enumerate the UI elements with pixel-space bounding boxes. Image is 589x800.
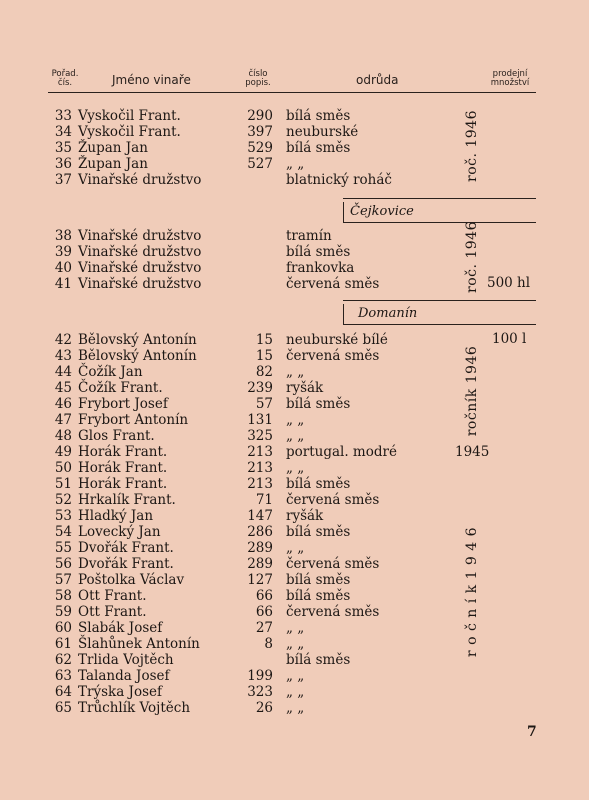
header-cislo-popis: číslo popis. <box>245 69 271 88</box>
grower-name: Frybort Antonín <box>78 412 189 428</box>
row-number: 39 <box>54 244 72 260</box>
year-label-roc-1946-a: roč. 1946 <box>464 110 480 182</box>
house-number: 325 <box>247 428 273 444</box>
row-number: 40 <box>54 260 72 276</box>
wine-variety: „ „ <box>286 460 305 476</box>
row-number: 65 <box>54 700 72 716</box>
table-row <box>0 380 589 396</box>
wine-variety: bílá směs <box>286 652 351 668</box>
house-number: 127 <box>247 572 273 588</box>
row-number: 47 <box>54 412 72 428</box>
table-row <box>0 260 589 276</box>
table-row <box>0 108 589 124</box>
house-number: 8 <box>264 636 273 652</box>
table-row <box>0 652 589 668</box>
house-number: 26 <box>255 700 273 716</box>
house-number: 286 <box>247 524 273 540</box>
wine-variety: neuburské <box>286 124 359 140</box>
section-label-cejkovice: Čejkovice <box>350 204 414 219</box>
row-number: 52 <box>54 492 72 508</box>
row-number: 55 <box>54 540 72 556</box>
grower-name: Vinařské družstvo <box>78 244 202 260</box>
wine-variety: červená směs <box>286 556 380 572</box>
header-poradi: Pořad. čís. <box>51 69 79 88</box>
wine-variety: frankovka <box>286 260 355 276</box>
grower-name: Šlahůnek Antonín <box>78 636 200 652</box>
row-number: 48 <box>54 428 72 444</box>
wine-variety: blatnický roháč <box>286 172 392 188</box>
year-label-roc-1946-b: roč. 1946 <box>464 221 480 293</box>
wine-variety: červená směs <box>286 276 380 292</box>
row-number: 38 <box>54 228 72 244</box>
wine-variety: bílá směs <box>286 244 351 260</box>
header-jmeno-vinare: Jméno vinaře <box>112 73 191 87</box>
table-row <box>0 700 589 716</box>
table-row <box>0 540 589 556</box>
row-number: 33 <box>54 108 72 124</box>
grower-name: Vinařské družstvo <box>78 276 202 292</box>
wine-variety: „ „ <box>286 428 305 444</box>
header-rule <box>48 92 536 93</box>
row-number: 62 <box>54 652 72 668</box>
row-number: 35 <box>54 140 72 156</box>
wine-variety: portugal. modré <box>286 444 397 460</box>
wine-variety: červená směs <box>286 492 380 508</box>
table-row <box>0 124 589 140</box>
house-number: 527 <box>247 156 273 172</box>
row-number: 36 <box>54 156 72 172</box>
house-number: 27 <box>255 620 273 636</box>
row-number: 56 <box>54 556 72 572</box>
row-number: 53 <box>54 508 72 524</box>
house-number: 147 <box>247 508 273 524</box>
house-number: 71 <box>255 492 273 508</box>
table-row <box>0 636 589 652</box>
house-number: 57 <box>255 396 273 412</box>
table-row <box>0 444 589 460</box>
header-odruda: odrůda <box>356 73 399 87</box>
wine-variety: „ „ <box>286 156 305 172</box>
table-row <box>0 684 589 700</box>
row-number: 60 <box>54 620 72 636</box>
row-number: 63 <box>54 668 72 684</box>
row-number: 46 <box>54 396 72 412</box>
table-row <box>0 348 589 364</box>
grower-name: Trlida Vojtěch <box>78 652 174 668</box>
row-number: 37 <box>54 172 72 188</box>
wine-variety: bílá směs <box>286 396 351 412</box>
wine-variety: bílá směs <box>286 140 351 156</box>
grower-name: Poštolka Václav <box>78 572 185 588</box>
table-row <box>0 620 589 636</box>
house-number: 15 <box>255 348 273 364</box>
row-number: 50 <box>54 460 72 476</box>
table-row <box>0 588 589 604</box>
year-label-rocnik-1946-spaced: r o č n í k 1 9 4 6 <box>464 526 480 658</box>
year-label-1945: 1945 <box>455 444 490 460</box>
table-row <box>0 572 589 588</box>
table-row <box>0 364 589 380</box>
wine-variety: bílá směs <box>286 108 351 124</box>
grower-name: Trůchlík Vojtěch <box>78 700 191 716</box>
table-row <box>0 604 589 620</box>
grower-name: Vyskočil Frant. <box>78 124 181 140</box>
row-number: 34 <box>54 124 72 140</box>
grower-name: Župan Jan <box>78 156 148 172</box>
row-number: 57 <box>54 572 72 588</box>
section-rule <box>343 300 536 301</box>
house-number: 397 <box>247 124 273 140</box>
table-row <box>0 508 589 524</box>
grower-name: Vinařské družstvo <box>78 260 202 276</box>
grower-name: Ott Frant. <box>78 588 147 604</box>
row-number: 49 <box>54 444 72 460</box>
house-number: 290 <box>247 108 273 124</box>
grower-name: Trýska Josef <box>78 684 162 700</box>
house-number: 66 <box>255 588 273 604</box>
table-row <box>0 412 589 428</box>
grower-name: Vinařské družstvo <box>78 228 202 244</box>
grower-name: Dvořák Frant. <box>78 556 174 572</box>
grower-name: Čožík Jan <box>78 364 143 380</box>
grower-name: Čožík Frant. <box>78 380 163 396</box>
grower-name: Bělovský Antonín <box>78 332 197 348</box>
row-number: 61 <box>54 636 72 652</box>
house-number: 213 <box>247 476 273 492</box>
wine-variety: červená směs <box>286 604 380 620</box>
header-prodejni-mnozstvi: prodejní množství <box>490 69 530 88</box>
year-label-rocnik-1946: ročník 1946 <box>464 345 480 437</box>
row-number: 41 <box>54 276 72 292</box>
wine-variety: „ „ <box>286 636 305 652</box>
row-number: 45 <box>54 380 72 396</box>
row-number: 54 <box>54 524 72 540</box>
grower-name: Bělovský Antonín <box>78 348 197 364</box>
grower-name: Lovecký Jan <box>78 524 161 540</box>
house-number: 213 <box>247 444 273 460</box>
grower-name: Ott Frant. <box>78 604 147 620</box>
wine-variety: neuburské bílé <box>286 332 388 348</box>
table-row <box>0 228 589 244</box>
wine-variety: bílá směs <box>286 524 351 540</box>
grower-name: Hrkalík Frant. <box>78 492 176 508</box>
table-row <box>0 140 589 156</box>
house-number: 82 <box>255 364 273 380</box>
row-number: 59 <box>54 604 72 620</box>
house-number: 131 <box>247 412 273 428</box>
row-number: 43 <box>54 348 72 364</box>
table-row <box>0 172 589 188</box>
table-row <box>0 428 589 444</box>
wine-variety: „ „ <box>286 668 305 684</box>
grower-name: Glos Frant. <box>78 428 155 444</box>
house-number: 289 <box>247 540 273 556</box>
table-row <box>0 156 589 172</box>
grower-name: Horák Frant. <box>78 476 168 492</box>
grower-name: Frybort Josef <box>78 396 168 412</box>
table-row <box>0 492 589 508</box>
grower-name: Talanda Josef <box>78 668 170 684</box>
wine-variety: bílá směs <box>286 572 351 588</box>
wine-variety: „ „ <box>286 540 305 556</box>
page-number: 7 <box>527 724 537 740</box>
table-row <box>0 556 589 572</box>
wine-variety: červená směs <box>286 348 380 364</box>
wine-variety: „ „ <box>286 684 305 700</box>
grower-name: Hladký Jan <box>78 508 154 524</box>
house-number: 199 <box>247 668 273 684</box>
amount-cejkovice: 500 hl <box>487 275 531 291</box>
wine-variety: tramín <box>286 228 332 244</box>
wine-variety: bílá směs <box>286 588 351 604</box>
row-number: 44 <box>54 364 72 380</box>
row-number: 42 <box>54 332 72 348</box>
house-number: 323 <box>247 684 273 700</box>
grower-name: Dvořák Frant. <box>78 540 174 556</box>
table-row <box>0 244 589 260</box>
wine-variety: bílá směs <box>286 476 351 492</box>
house-number: 213 <box>247 460 273 476</box>
section-domanin <box>343 304 536 325</box>
grower-name: Slabák Josef <box>78 620 163 636</box>
wine-variety: „ „ <box>286 412 305 428</box>
wine-variety: ryšák <box>286 508 324 524</box>
row-number: 51 <box>54 476 72 492</box>
grower-name: Župan Jan <box>78 140 148 156</box>
house-number: 239 <box>247 380 273 396</box>
grower-name: Vinařské družstvo <box>78 172 202 188</box>
house-number: 529 <box>247 140 273 156</box>
row-number: 58 <box>54 588 72 604</box>
house-number: 289 <box>247 556 273 572</box>
row-number: 64 <box>54 684 72 700</box>
table-row <box>0 460 589 476</box>
grower-name: Vyskočil Frant. <box>78 108 181 124</box>
table-row <box>0 396 589 412</box>
grower-name: Horák Frant. <box>78 460 168 476</box>
wine-variety: „ „ <box>286 620 305 636</box>
table-row <box>0 476 589 492</box>
amount-domanin: 100 l <box>492 331 527 347</box>
wine-variety: ryšák <box>286 380 324 396</box>
wine-variety: „ „ <box>286 700 305 716</box>
wine-variety: „ „ <box>286 364 305 380</box>
grower-name: Horák Frant. <box>78 444 168 460</box>
section-label-domanin: Domanín <box>358 306 418 321</box>
table-row <box>0 668 589 684</box>
section-cejkovice <box>343 202 536 223</box>
house-number: 15 <box>255 332 273 348</box>
table-row <box>0 524 589 540</box>
section-rule <box>343 198 536 199</box>
house-number: 66 <box>255 604 273 620</box>
